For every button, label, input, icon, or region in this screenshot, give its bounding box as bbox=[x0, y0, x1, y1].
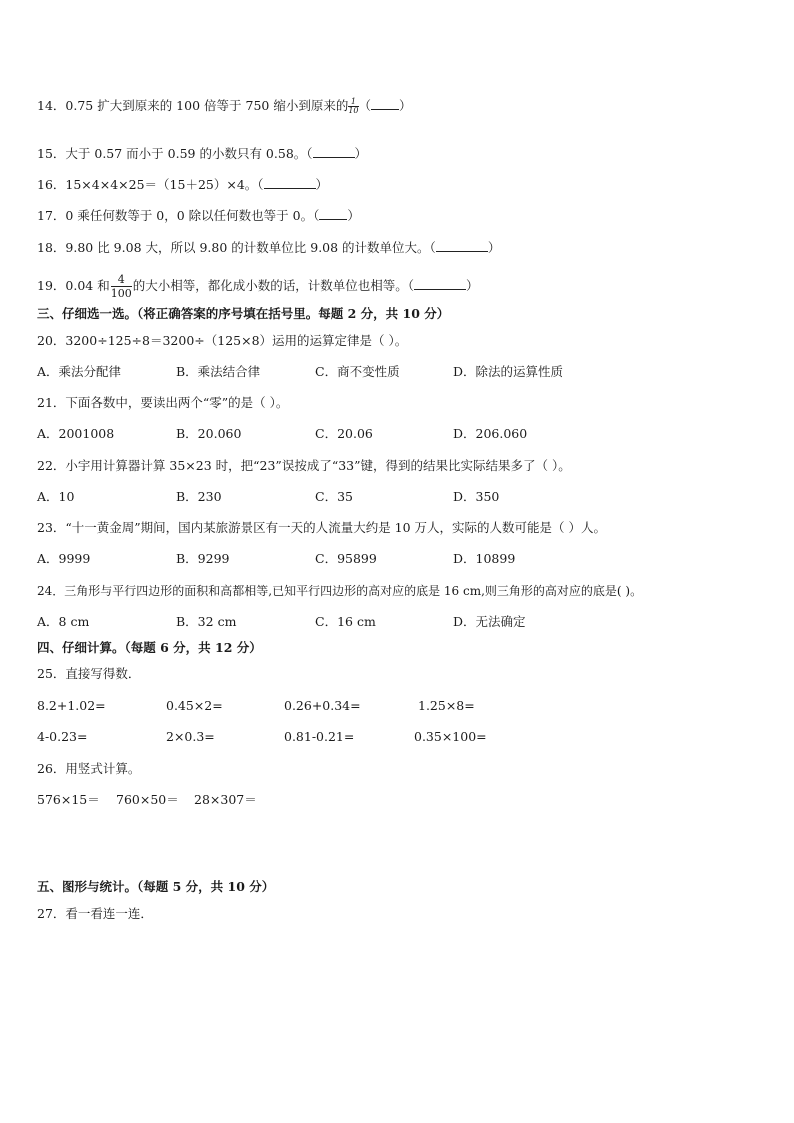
answer-blank[interactable] bbox=[436, 240, 488, 252]
q22-option-b[interactable]: B．230 bbox=[176, 489, 222, 504]
question-27-stem: 27．看一看连一连． bbox=[37, 906, 153, 921]
q23-option-b[interactable]: B．9299 bbox=[176, 551, 230, 566]
q14-text: 14．0.75 扩大到原来的 100 倍等于 750 缩小到原来的 bbox=[37, 98, 349, 113]
vertical-calc-item: 576×15＝ bbox=[37, 792, 100, 807]
q14-fraction: $\frac{1}{10}$ bbox=[348, 97, 359, 115]
q20-option-d[interactable]: D．除法的运算性质 bbox=[453, 364, 564, 379]
calc-item: 4-0.23= bbox=[37, 729, 88, 744]
question-14: 14．0.75 扩大到原来的 100 倍等于 750 缩小到原来的 $\frac{1}{10}$（ ） bbox=[37, 97, 412, 115]
q21-option-c[interactable]: C．20.06 bbox=[315, 426, 373, 441]
q22-option-a[interactable]: A．10 bbox=[37, 489, 75, 504]
q21-option-d[interactable]: D．206.060 bbox=[453, 426, 528, 441]
answer-blank[interactable] bbox=[264, 177, 316, 189]
question-19: 19．0.04 和 $\frac{4}{100}$ 的大小相等，都化成小数的话，计数单位也相等。（ ） bbox=[37, 273, 479, 300]
q23-option-a[interactable]: A．9999 bbox=[37, 551, 91, 566]
q21-option-a[interactable]: A．2001008 bbox=[37, 426, 115, 441]
vertical-calc-item: 28×307＝ bbox=[194, 792, 257, 807]
q23-option-d[interactable]: D．10899 bbox=[453, 551, 516, 566]
section-5-heading: 五、图形与统计。（每题 5 分，共 10 分） bbox=[37, 879, 275, 894]
calc-item: 0.81-0.21= bbox=[284, 729, 355, 744]
question-26-stem: 26．用竖式计算。 bbox=[37, 761, 141, 776]
q23-option-c[interactable]: C．95899 bbox=[315, 551, 377, 566]
question-15: 15．大于 0.57 而小于 0.59 的小数只有 0.58。（ ） bbox=[37, 146, 368, 161]
answer-blank[interactable] bbox=[313, 146, 355, 158]
vertical-calc-item: 760×50＝ bbox=[116, 792, 179, 807]
section-4-heading: 四、仔细计算。（每题 6 分，共 12 分） bbox=[37, 640, 262, 655]
question-18: 18．9.80 比 9.08 大，所以 9.80 的计数单位比 9.08 的计数单位大。（ ） bbox=[37, 240, 501, 255]
answer-blank[interactable] bbox=[319, 208, 347, 220]
q22-option-d[interactable]: D．350 bbox=[453, 489, 500, 504]
calc-item: 8.2+1.02= bbox=[37, 698, 106, 713]
question-16: 16．15×4×4×25＝（15＋25）×4。（ ） bbox=[37, 177, 329, 192]
q24-option-a[interactable]: A．8 cm bbox=[37, 614, 90, 629]
q24-option-b[interactable]: B．32 cm bbox=[176, 614, 237, 629]
calc-item: 2×0.3= bbox=[166, 729, 215, 744]
question-21-stem: 21．下面各数中，要读出两个“零”的是（ ）。 bbox=[37, 395, 289, 410]
q24-option-c[interactable]: C．16 cm bbox=[315, 614, 376, 629]
question-22-stem: 22．小宇用计算器计算 35×23 时，把“23”误按成了“33”键，得到的结果比实际结果多了（ ）。 bbox=[37, 458, 571, 473]
question-25-stem: 25．直接写得数． bbox=[37, 666, 141, 681]
answer-blank[interactable] bbox=[414, 278, 466, 290]
question-24-stem: 24．三角形与平行四边形的面积和高都相等,已知平行四边形的高对应的底是 16 cm,则三角形的高对应的底是( )。 bbox=[37, 584, 643, 598]
q21-option-b[interactable]: B．20.060 bbox=[176, 426, 242, 441]
calc-item: 1.25×8= bbox=[418, 698, 475, 713]
question-17: 17．0 乘任何数等于 0，0 除以任何数也等于 0。（ ） bbox=[37, 208, 360, 223]
q20-option-a[interactable]: A．乘法分配律 bbox=[37, 364, 122, 379]
answer-blank[interactable] bbox=[371, 98, 399, 110]
question-20-stem: 20．3200÷125÷8＝3200÷（125×8）运用的运算定律是（ ）。 bbox=[37, 333, 408, 348]
q20-option-c[interactable]: C．商不变性质 bbox=[315, 364, 400, 379]
section-3-heading: 三、仔细选一选。（将正确答案的序号填在括号里。每题 2 分，共 10 分） bbox=[37, 306, 450, 321]
question-23-stem: 23．“十一黄金周”期间，国内某旅游景区有一天的人流量大约是 10 万人，实际的人数可能是（ ）人。 bbox=[37, 520, 607, 535]
calc-item: 0.35×100= bbox=[414, 729, 487, 744]
q24-option-d[interactable]: D．无法确定 bbox=[453, 614, 526, 629]
calc-item: 0.45×2= bbox=[166, 698, 223, 713]
q22-option-c[interactable]: C．35 bbox=[315, 489, 353, 504]
q20-option-b[interactable]: B．乘法结合律 bbox=[176, 364, 261, 379]
calc-item: 0.26+0.34= bbox=[284, 698, 361, 713]
q19-fraction: $\frac{4}{100}$ bbox=[110, 273, 132, 300]
